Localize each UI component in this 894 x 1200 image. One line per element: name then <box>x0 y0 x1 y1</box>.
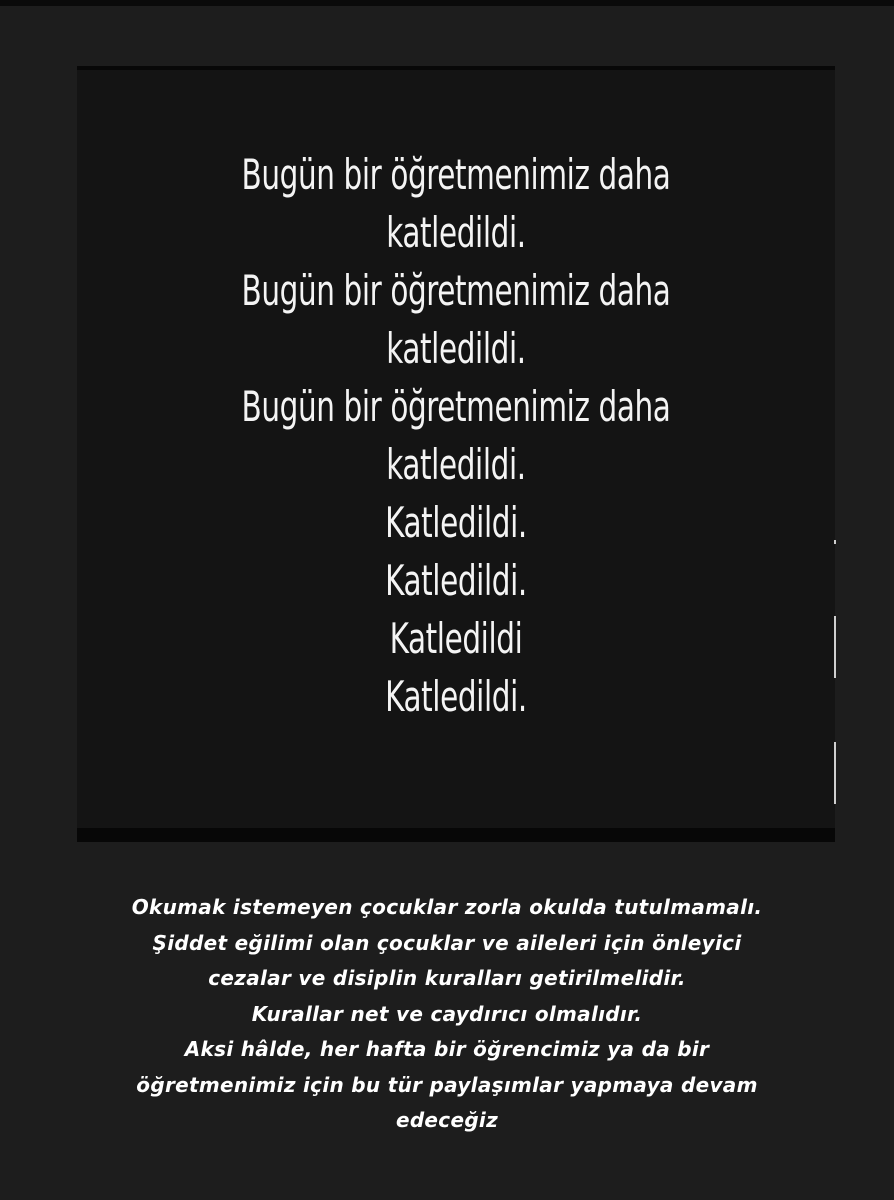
caption-line: edeceğiz <box>395 1108 499 1132</box>
caption-line: Kurallar net ve caydırıcı olmalıdır. <box>251 1001 643 1026</box>
top-edge-strip <box>0 0 894 6</box>
edge-marker <box>834 540 836 544</box>
quote-line: Bugün bir öğretmenimiz daha <box>241 266 671 315</box>
caption-line: Okumak istemeyen çocuklar zorla okulda tutulmamalı. <box>131 895 763 919</box>
quote-card <box>77 66 835 842</box>
caption-line: Aksi hâlde, her hafta bir öğrencimiz ya da bir <box>184 1037 710 1061</box>
quote-line: Katledildi. <box>385 498 527 547</box>
quote-line: Bugün bir öğretmenimiz daha <box>241 382 671 431</box>
quote-line: katledildi. <box>386 324 526 373</box>
quote-line: katledildi. <box>386 208 526 257</box>
quote-line: katledildi. <box>386 440 526 489</box>
caption-line: cezalar ve disiplin kuralları getirilmelidir. <box>208 966 686 990</box>
edge-marker <box>834 616 836 678</box>
caption-line: Şiddet eğilimi olan çocuklar ve aileleri için önleyici <box>152 930 742 955</box>
quote-line: Bugün bir öğretmenimiz daha <box>241 150 671 199</box>
caption-text-block <box>0 890 894 1139</box>
edge-marker <box>834 742 836 804</box>
caption-line: öğretmenimiz için bu tür paylaşımlar yapmaya devam <box>136 1072 758 1097</box>
quote-line: Katledildi. <box>385 556 527 605</box>
quote-line: Katledildi <box>389 614 523 663</box>
quote-text-block <box>160 146 751 726</box>
quote-line: Katledildi. <box>385 672 527 721</box>
